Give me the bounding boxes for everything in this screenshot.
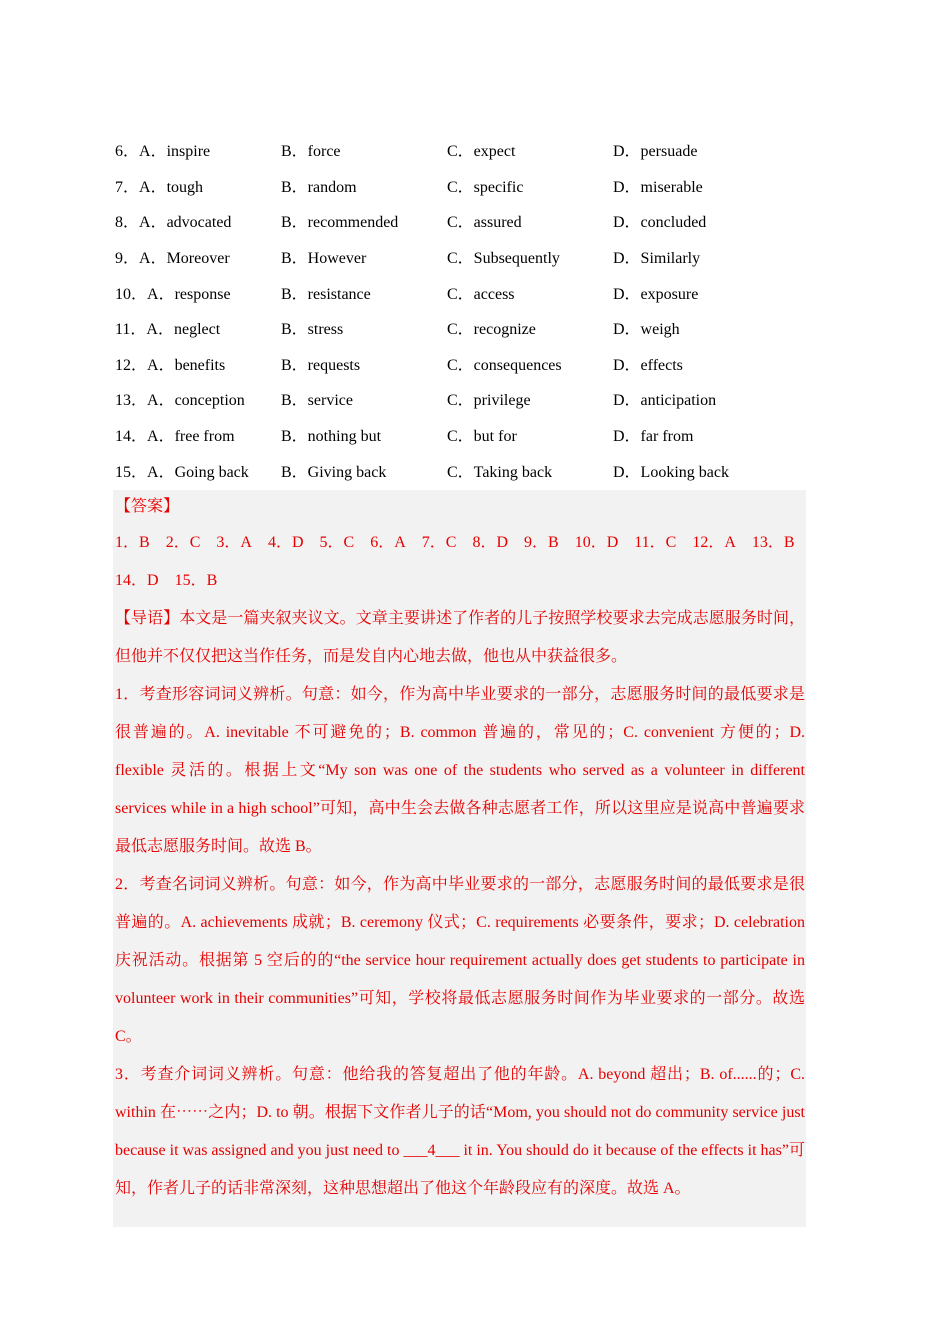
option-text: D．miserable — [613, 178, 703, 196]
question-number: 12． — [115, 356, 148, 374]
question-row — [115, 132, 815, 168]
option-text: C．recognize — [447, 321, 536, 339]
question-number: 11． — [115, 321, 147, 339]
option-text: D．concluded — [613, 214, 707, 232]
option-text: D．anticipation — [613, 392, 717, 410]
option-text: A．benefits — [147, 356, 226, 374]
option-text: C．assured — [447, 214, 522, 232]
option-text: C．but for — [447, 428, 517, 446]
explanation-3: 3．考查介词词义辨析。句意：他给我的答复超出了他的年龄。A. beyond 超出；B. of......的；C. within 在⋯⋯之内；D. to 朝。根据下文作者儿子的话“Mom, you should not do community service just because it was assigned and you just need to ___4___ it in. You should do it because of the effects it has”可知，作者儿子的话非常深刻，这种思想超出了他这个年龄段应有的深度。故选 A。 — [115, 1066, 805, 1197]
option-a — [115, 245, 281, 268]
option-a — [115, 174, 281, 197]
option-text: C．access — [447, 285, 515, 303]
option-a — [115, 209, 281, 232]
option-d — [613, 387, 803, 410]
answer-key: 5．C — [319, 534, 355, 551]
option-d — [613, 352, 803, 375]
option-d — [613, 459, 803, 482]
option-d — [613, 423, 803, 446]
option-text: A．conception — [147, 392, 245, 410]
option-text: B．However — [281, 250, 367, 268]
option-c — [447, 387, 613, 410]
question-number: 6． — [115, 143, 140, 161]
option-d — [613, 209, 803, 232]
option-text: C．specific — [447, 178, 524, 196]
option-a — [115, 138, 281, 161]
option-text: D．weigh — [613, 321, 680, 339]
option-text: A．advocated — [139, 214, 232, 232]
option-c — [447, 209, 613, 232]
option-a — [115, 281, 281, 304]
option-c — [447, 281, 613, 304]
question-number: 9． — [115, 250, 140, 268]
answer-key: 11．C — [634, 534, 677, 551]
option-d — [613, 174, 803, 197]
question-row — [115, 452, 815, 488]
option-text: C．privilege — [447, 392, 531, 410]
guide-paragraph: 【导语】本文是一篇夹叙夹议文。文章主要讲述了作者的儿子按照学校要求去完成志愿服务时间，但他并不仅仅把这当作任务，而是发自内心地去做，他也从中获益很多。 — [115, 610, 805, 665]
answer-key: 12．A — [692, 534, 736, 551]
question-row — [115, 417, 815, 453]
option-b — [281, 174, 447, 197]
option-text: D．persuade — [613, 143, 698, 161]
option-text: A．inspire — [139, 143, 211, 161]
option-text: D．Looking back — [613, 463, 729, 481]
option-b — [281, 316, 447, 339]
answer-label: 【答案】 — [115, 498, 180, 515]
question-row — [115, 203, 815, 239]
option-b — [281, 387, 447, 410]
question-row — [115, 310, 815, 346]
option-b — [281, 459, 447, 482]
answer-key: 7．C — [421, 534, 457, 551]
option-d — [613, 281, 803, 304]
question-number: 8． — [115, 214, 140, 232]
option-text: A．tough — [139, 178, 204, 196]
option-c — [447, 174, 613, 197]
option-a — [115, 459, 281, 482]
option-text: A．Going back — [147, 463, 249, 481]
option-text: B．nothing but — [281, 428, 382, 446]
question-row — [115, 239, 815, 275]
option-b — [281, 245, 447, 268]
explanation-2: 2．考查名词词义辨析。句意：如今，作为高中毕业要求的一部分，志愿服务时间的最低要求是很普遍的。A. achievements 成就；B. ceremony 仪式；C. requirements 必要条件，要求；D. celebration 庆祝活动。根据第 5 空后的的“the service hour requirement actually does get students to participate in volunteer work in their communities”可知，学校将最低志愿服务时间作为毕业要求的一部分。故选 C。 — [115, 876, 805, 1045]
answer-key: 4．D — [267, 534, 304, 551]
option-text: C．expect — [447, 143, 516, 161]
option-text: B．force — [281, 143, 341, 161]
option-c — [447, 138, 613, 161]
question-number: 15． — [115, 463, 148, 481]
answer-key: 6．A — [370, 534, 406, 551]
option-text: D．effects — [613, 356, 683, 374]
question-list — [115, 132, 815, 488]
answer-key: 13．B — [751, 534, 795, 551]
option-text: A．response — [147, 285, 231, 303]
option-text: A．neglect — [146, 321, 221, 339]
question-row — [115, 346, 815, 382]
answer-key: 9．B — [524, 534, 559, 551]
option-a — [115, 316, 281, 339]
option-d — [613, 138, 803, 161]
option-text: B．recommended — [281, 214, 399, 232]
option-a — [115, 423, 281, 446]
question-row — [115, 168, 815, 204]
option-text: A．Moreover — [139, 250, 230, 268]
question-row — [115, 274, 815, 310]
option-a — [115, 352, 281, 375]
question-row — [115, 381, 815, 417]
answer-key: 14．D — [115, 572, 159, 589]
option-d — [613, 316, 803, 339]
option-c — [447, 423, 613, 446]
answer-keys — [115, 524, 805, 600]
question-number: 7． — [115, 178, 140, 196]
answer-key: 2．C — [165, 534, 201, 551]
option-text: B．service — [281, 392, 353, 410]
option-a — [115, 387, 281, 410]
option-text: D．far from — [613, 428, 694, 446]
option-c — [447, 316, 613, 339]
option-text: B．random — [281, 178, 357, 196]
option-c — [447, 245, 613, 268]
option-text: B．resistance — [281, 285, 371, 303]
option-b — [281, 209, 447, 232]
option-b — [281, 352, 447, 375]
answer-key: 15．B — [174, 572, 218, 589]
option-d — [613, 245, 803, 268]
option-c — [447, 459, 613, 482]
answer-key: 1．B — [115, 534, 150, 551]
option-text: C．Subsequently — [447, 250, 560, 268]
option-text: D．Similarly — [613, 250, 701, 268]
answer-key: 10．D — [574, 534, 619, 551]
option-c — [447, 352, 613, 375]
question-number: 10． — [115, 285, 148, 303]
question-number: 13． — [115, 392, 148, 410]
answer-key: 3．A — [216, 534, 252, 551]
option-text: B．requests — [281, 356, 361, 374]
option-text: C．consequences — [447, 356, 562, 374]
option-b — [281, 281, 447, 304]
explanation-1: 1．考查形容词词义辨析。句意：如今，作为高中毕业要求的一部分，志愿服务时间的最低要求是很普遍的。A. inevitable 不可避免的；B. common 普遍的，常见的；C. convenient 方便的；D. flexible 灵活的。根据上文“My son was one of the students who served as a volunteer in different services while in a high school”可知，高中生会去做各种志愿者工作，所以这里应是说高中普遍要求最低志愿服务时间。故选 B。 — [115, 686, 805, 855]
question-number: 14． — [115, 428, 148, 446]
answer-section — [115, 490, 805, 1208]
option-text: A．free from — [147, 428, 235, 446]
option-text: D．exposure — [613, 285, 699, 303]
option-text: C．Taking back — [447, 463, 553, 481]
option-b — [281, 423, 447, 446]
option-text: B．Giving back — [281, 463, 387, 481]
option-b — [281, 138, 447, 161]
option-text: B．stress — [281, 321, 344, 339]
answer-key: 8．D — [472, 534, 508, 551]
